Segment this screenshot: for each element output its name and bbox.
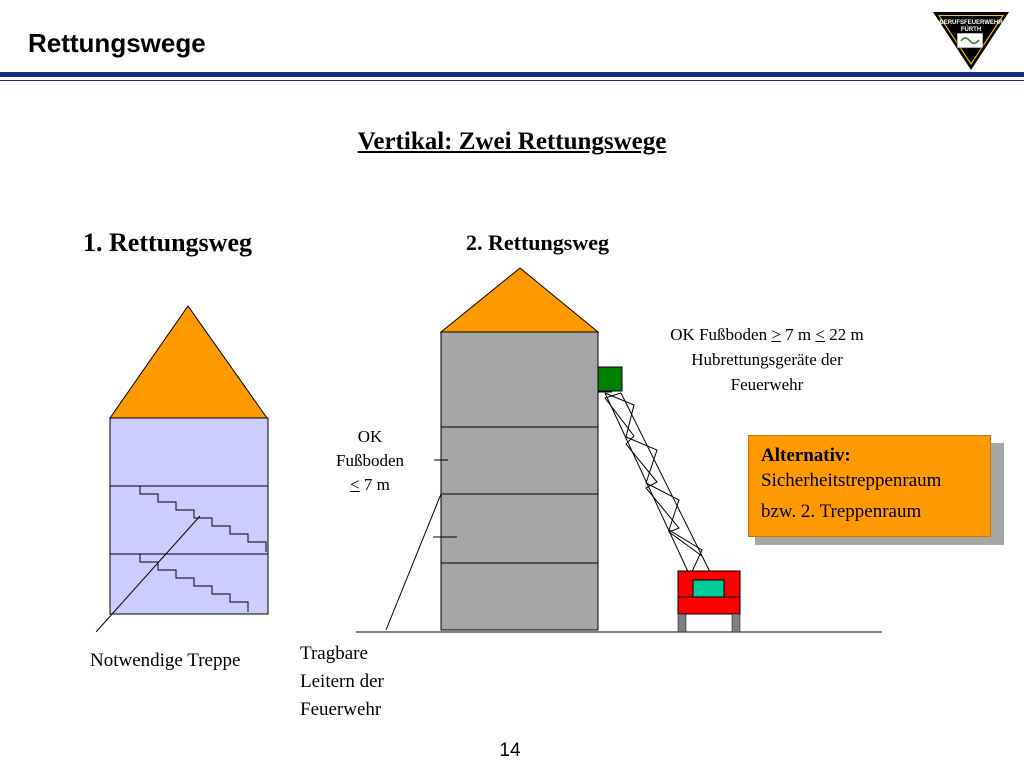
alternative-line: Sicherheitstreppenraum xyxy=(761,470,942,491)
first-escape-route-label: 1. Rettungsweg xyxy=(83,228,252,257)
stair-caption: Notwendige Treppe xyxy=(90,650,241,671)
portable-ladder xyxy=(386,494,441,630)
slide-title: Vertikal: Zwei Rettungswege xyxy=(357,128,667,155)
rescue-basket xyxy=(598,367,622,391)
svg-text:FÜRTH: FÜRTH xyxy=(960,27,982,33)
annotation-aerial-ladder: OK Fußboden > 7 m < 22 m Hubrettungsgeräte der Feuerwehr xyxy=(670,325,864,394)
header-title: Rettungswege xyxy=(28,28,206,58)
alternative-line: bzw. 2. Treppenraum xyxy=(761,501,922,522)
house-staircase xyxy=(96,306,268,632)
svg-text:BERUFSFEUERWEHR: BERUFSFEUERWEHR xyxy=(939,20,1003,26)
alternative-callout xyxy=(748,435,991,537)
tall-building xyxy=(433,268,598,630)
aerial-rescue-boom xyxy=(598,392,712,576)
ladder-caption: Tragbare Leitern der Feuerwehr xyxy=(300,643,384,720)
alternative-heading: Alternativ: xyxy=(761,445,851,466)
annotation-portable-ladder: OK Fußboden < 7 m xyxy=(336,427,404,494)
aerial-ladder-truck xyxy=(678,571,740,632)
page-number: 14 xyxy=(499,740,521,761)
second-escape-route-label: 2. Rettungsweg xyxy=(466,230,609,255)
